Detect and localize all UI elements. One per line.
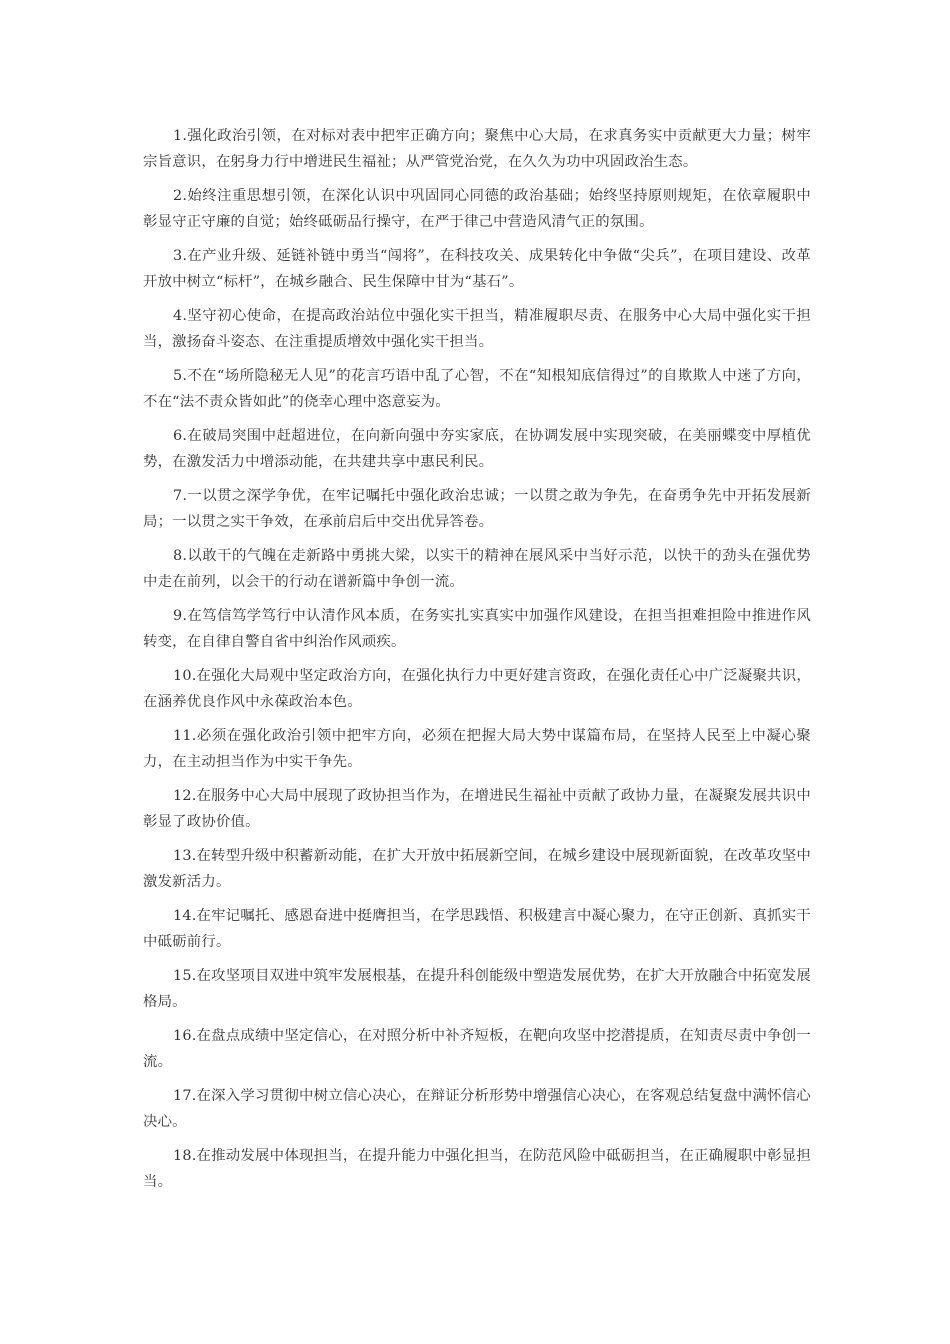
paragraph-12: 12.在服务中心大局中展现了政协担当作为，在增进民生福祉中贡献了政协力量，在凝聚发展共识中彰显了政协价值。 [143,788,811,830]
paragraph-8: 8.以敢干的气魄在走新路中勇挑大梁，以实干的精神在展风采中当好示范，以快干的劲头在强优势中走在前列，以会干的行动在谱新篇中争创一流。 [143,548,811,590]
paragraph-16: 16.在盘点成绩中坚定信心，在对照分析中补齐短板，在靶向攻坚中挖潜提质，在知责尽责中争创一流。 [143,1028,811,1070]
paragraph-15: 15.在攻坚项目双进中筑牢发展根基，在提升科创能级中塑造发展优势，在扩大开放融合中拓宽发展格局。 [143,968,811,1010]
document-body [143,123,811,1203]
paragraph-10: 10.在强化大局观中坚定政治方向，在强化执行力中更好建言资政，在强化责任心中广泛凝聚共识，在涵养优良作风中永葆政治本色。 [143,668,811,710]
paragraph-11: 11.必须在强化政治引领中把牢方向，必须在把握大局大势中谋篇布局，在坚持人民至上中凝心聚力，在主动担当作为中实干争先。 [143,728,811,770]
paragraph-4: 4.坚守初心使命，在提高政治站位中强化实干担当，精准履职尽责、在服务中心大局中强化实干担当，激扬奋斗姿态、在注重提质增效中强化实干担当。 [143,308,811,350]
paragraph-14: 14.在牢记嘱托、感恩奋进中挺膺担当，在学思践悟、积极建言中凝心聚力，在守正创新、真抓实干中砥砺前行。 [143,908,811,950]
paragraph-2: 2.始终注重思想引领，在深化认识中巩固同心同德的政治基础；始终坚持原则规矩，在依章履职中彰显守正守廉的自觉；始终砥砺品行操守，在严于律己中营造风清气正的氛围。 [143,188,811,230]
paragraph-9: 9.在笃信笃学笃行中认清作风本质，在务实扎实真实中加强作风建设，在担当担难担险中推进作风转变，在自律自警自省中纠治作风顽疾。 [143,608,811,650]
paragraph-1: 1.强化政治引领，在对标对表中把牢正确方向；聚焦中心大局，在求真务实中贡献更大力量；树牢宗旨意识，在躬身力行中增进民生福祉；从严管党治党，在久久为功中巩固政治生态。 [143,128,811,170]
paragraph-6: 6.在破局突围中赶超进位，在向新向强中夯实家底，在协调发展中实现突破，在美丽蝶变中厚植优势，在激发活力中增添动能，在共建共享中惠民利民。 [143,428,811,470]
paragraph-5: 5.不在“场所隐秘无人见”的花言巧语中乱了心智，不在“知根知底信得过”的自欺欺人中迷了方向，不在“法不责众皆如此”的侥幸心理中恣意妄为。 [143,368,811,410]
paragraph-13: 13.在转型升级中积蓄新动能，在扩大开放中拓展新空间，在城乡建设中展现新面貌，在改革攻坚中激发新活力。 [143,848,811,890]
paragraph-7: 7.一以贯之深学争优，在牢记嘱托中强化政治忠诚；一以贯之敢为争先，在奋勇争先中开拓发展新局；一以贯之实干争效，在承前启后中交出优异答卷。 [143,488,811,530]
paragraph-18: 18.在推动发展中体现担当，在提升能力中强化担当，在防范风险中砥砺担当，在正确履职中彰显担当。 [143,1148,811,1190]
paragraph-17: 17.在深入学习贯彻中树立信心决心，在辩证分析形势中增强信心决心，在客观总结复盘中满怀信心决心。 [143,1088,811,1130]
paragraph-3: 3.在产业升级、延链补链中勇当“闯将”，在科技攻关、成果转化中争做“尖兵”，在项目建设、改革开放中树立“标杆”，在城乡融合、民生保障中甘为“基石”。 [143,248,811,290]
